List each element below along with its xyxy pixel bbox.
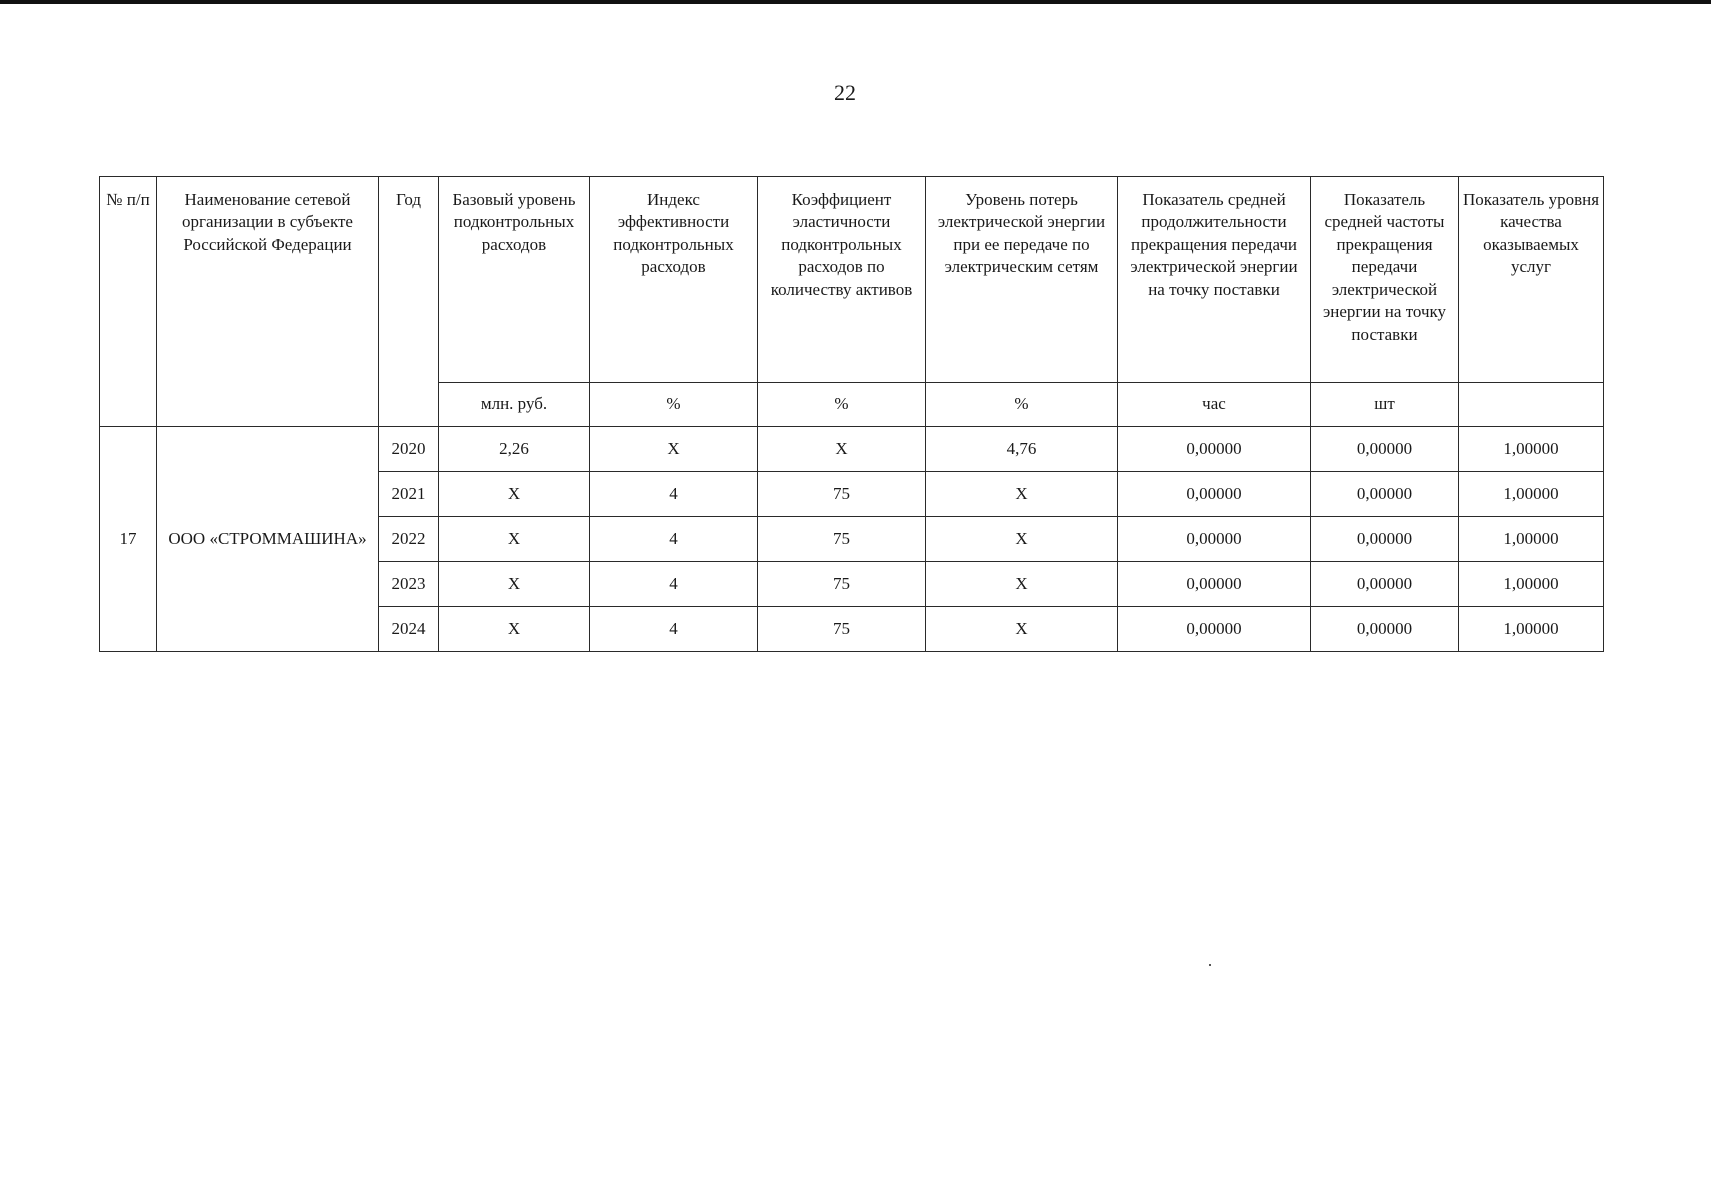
table-cell: 0,00000 bbox=[1118, 607, 1311, 652]
year-cell: 2020 bbox=[379, 427, 439, 472]
header-number: № п/п bbox=[100, 177, 157, 427]
header-organization: Наименование сетевой организации в субъекте Российской Федерации bbox=[157, 177, 379, 427]
table-cell: 1,00000 bbox=[1459, 472, 1604, 517]
unit-cell: час bbox=[1118, 383, 1311, 427]
table-cell: 4 bbox=[590, 517, 758, 562]
table-cell: X bbox=[926, 472, 1118, 517]
table-cell: X bbox=[926, 562, 1118, 607]
table-header-row bbox=[100, 177, 1604, 383]
header-interruption-duration: Показатель средней продолжительности прекращения передачи электрической энергии на точку поставки bbox=[1118, 177, 1311, 383]
row-number: 17 bbox=[100, 427, 157, 652]
table-cell: X bbox=[439, 517, 590, 562]
table-cell: 0,00000 bbox=[1118, 562, 1311, 607]
table-cell: 75 bbox=[758, 472, 926, 517]
table-cell: 4 bbox=[590, 472, 758, 517]
table-cell: 0,00000 bbox=[1311, 607, 1459, 652]
header-service-quality: Показатель уровня качества оказываемых услуг bbox=[1459, 177, 1604, 383]
scan-top-edge bbox=[0, 0, 1711, 4]
organization-name: ООО «СТРОММАШИНА» bbox=[157, 427, 379, 652]
table-cell: 1,00000 bbox=[1459, 427, 1604, 472]
table-cell: 4 bbox=[590, 607, 758, 652]
year-cell: 2022 bbox=[379, 517, 439, 562]
table-cell: X bbox=[590, 427, 758, 472]
table-cell: 1,00000 bbox=[1459, 607, 1604, 652]
page-number: 22 bbox=[834, 80, 856, 105]
table-cell: 1,00000 bbox=[1459, 517, 1604, 562]
table-cell: 2,26 bbox=[439, 427, 590, 472]
table-cell: X bbox=[926, 607, 1118, 652]
table-cell: 0,00000 bbox=[1118, 427, 1311, 472]
table-cell: 0,00000 bbox=[1311, 427, 1459, 472]
table-cell: X bbox=[758, 427, 926, 472]
table-cell: 75 bbox=[758, 517, 926, 562]
table-cell: 0,00000 bbox=[1311, 472, 1459, 517]
table-cell: 0,00000 bbox=[1118, 472, 1311, 517]
header-interruption-frequency: Показатель средней частоты прекращения передачи электрической энергии на точку поставки bbox=[1311, 177, 1459, 383]
header-elasticity-coefficient: Коэффициент эластичности подконтрольных расходов по количеству активов bbox=[758, 177, 926, 383]
table-cell: 75 bbox=[758, 562, 926, 607]
header-year: Год bbox=[379, 177, 439, 427]
unit-cell: % bbox=[758, 383, 926, 427]
header-loss-level: Уровень потерь электрической энергии при ее передаче по электрическим сетям bbox=[926, 177, 1118, 383]
table-cell: X bbox=[926, 517, 1118, 562]
unit-cell bbox=[1459, 383, 1604, 427]
table-cell: 1,00000 bbox=[1459, 562, 1604, 607]
data-table bbox=[99, 176, 1604, 652]
unit-cell: шт bbox=[1311, 383, 1459, 427]
scan-speck bbox=[1209, 964, 1211, 966]
unit-cell: % bbox=[590, 383, 758, 427]
year-cell: 2024 bbox=[379, 607, 439, 652]
table-cell: 4 bbox=[590, 562, 758, 607]
year-cell: 2021 bbox=[379, 472, 439, 517]
table-cell: 4,76 bbox=[926, 427, 1118, 472]
header-efficiency-index: Индекс эффективности подконтрольных расходов bbox=[590, 177, 758, 383]
unit-cell: млн. руб. bbox=[439, 383, 590, 427]
table-cell: 0,00000 bbox=[1311, 517, 1459, 562]
header-base-level: Базовый уровень подконтрольных расходов bbox=[439, 177, 590, 383]
table-cell: X bbox=[439, 472, 590, 517]
table-cell: 75 bbox=[758, 607, 926, 652]
unit-cell: % bbox=[926, 383, 1118, 427]
table-cell: 0,00000 bbox=[1311, 562, 1459, 607]
table-cell: 0,00000 bbox=[1118, 517, 1311, 562]
year-cell: 2023 bbox=[379, 562, 439, 607]
table-cell: X bbox=[439, 607, 590, 652]
table-row bbox=[100, 427, 1604, 472]
table-cell: X bbox=[439, 562, 590, 607]
